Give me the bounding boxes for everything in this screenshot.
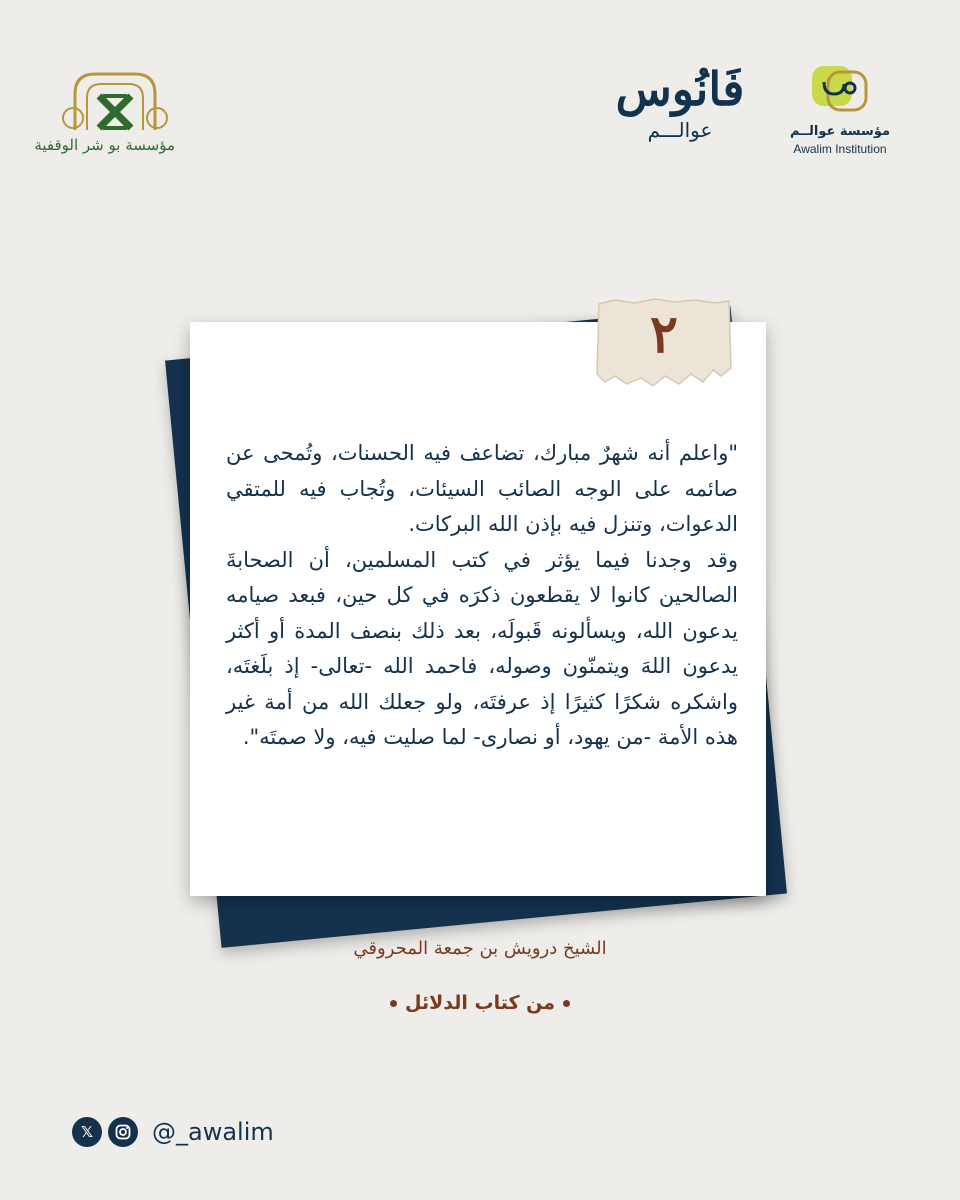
social-handle[interactable]: @_awalim	[152, 1118, 274, 1146]
quote-paragraph-2: وقد وجدنا فيما يؤثر في كتب المسلمين، أن الصحابةَ الصالحين كانوا لا يقطعون ذكرَه في كل حين، فبعد صيامه يدعون الله، ويسألونه قَبولَه، بعد ذلك بنصف المدة أو أكثر يدعون اللهَ ويتمنّون وصوله، فاحمد الله -تعالى- إذ بلَغتَه، واشكره شكرًا كثيرًا إذ عرفتَه، ولو جعلك الله من أمة غير هذه الأمة -من يهود، أو نصارى- لما صليت فيه، ولا صمتَه".	[226, 547, 738, 749]
number-tag	[595, 298, 733, 388]
waqf-seal-icon	[55, 60, 175, 138]
awalim-badge-icon	[808, 62, 870, 116]
card-number: ٢	[650, 304, 678, 365]
quote-paragraph-1: "واعلم أنه شهرٌ مبارك، تضاعف فيه الحسنات، وتُمحى عن صائمه على الوجه الصائب السيئات، وتُجاب فيه للمتقي الدعوات، وتنزل فيه بإذن الله البركات.	[226, 441, 738, 536]
fanous-title: فَانُوس	[615, 62, 745, 116]
social-bar	[72, 1112, 274, 1152]
x-icon[interactable]: 𝕏	[72, 1117, 102, 1147]
author-name: الشيخ درويش بن جمعة المحروقي	[353, 938, 607, 959]
fanous-logo	[590, 62, 770, 152]
bullet-icon	[390, 1000, 397, 1007]
waqf-logo	[34, 60, 175, 170]
source-line	[0, 992, 960, 1014]
awalim-logo	[780, 62, 900, 162]
quote-text	[226, 436, 738, 756]
waqf-caption: مؤسسة بو شر الوقفية	[34, 136, 175, 154]
instagram-icon[interactable]	[108, 1117, 138, 1147]
awalim-name-en: Awalim Institution	[793, 142, 887, 156]
fanous-subtitle: عوالـــم	[647, 118, 713, 142]
bullet-icon	[563, 1000, 570, 1007]
awalim-name-ar: مؤسسة عوالــم	[789, 124, 891, 139]
source-title: من كتاب الدلائل	[405, 992, 555, 1014]
